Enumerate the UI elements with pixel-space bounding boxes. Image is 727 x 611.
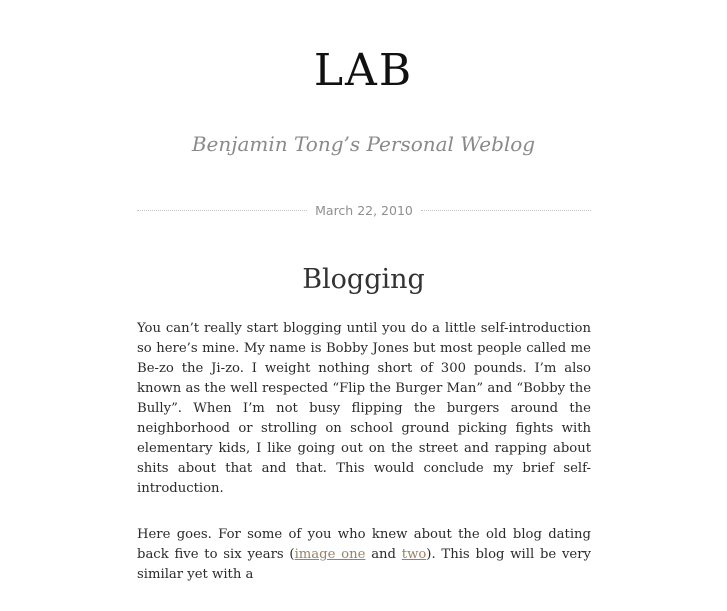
site-tagline: Benjamin Tong’s Personal Weblog <box>191 132 536 156</box>
post-paragraph-2 <box>137 525 591 585</box>
post-body <box>137 319 591 611</box>
post-date: March 22, 2010 <box>315 202 413 218</box>
post-title-link[interactable]: Blogging <box>302 264 425 295</box>
site-title-link[interactable]: LAB <box>313 45 414 96</box>
image-one-link[interactable]: image one <box>294 547 366 562</box>
date-rule-right <box>421 210 591 211</box>
image-two-link[interactable]: two <box>401 547 427 562</box>
paragraph-2-text-between: and <box>365 547 402 562</box>
paragraph-2-text-after: ). This blog will be very similar yet with a <box>137 547 591 582</box>
post-date-row <box>137 200 591 220</box>
date-rule-left <box>137 210 307 211</box>
post-paragraph-1: You can’t really start blogging until you do a little self-introduction so here’s mine. My name is Bobby Jones but most people called me Be-zo the Ji-zo. I weight nothing short of 300 pounds. I’m also known as the well respected “Flip the Burger Man” and “Bobby the Bully”. When I’m not busy flipping the burgers around the neighborhood or strolling on school ground picking fights with elementary kids, I like going out on the street and rapping about shits about that and that. This would conclude my brief self-introduction. <box>137 321 591 496</box>
paragraph-2-text-before: Here goes. For some of you who knew about the old blog dating back five to six years ( <box>137 527 591 562</box>
